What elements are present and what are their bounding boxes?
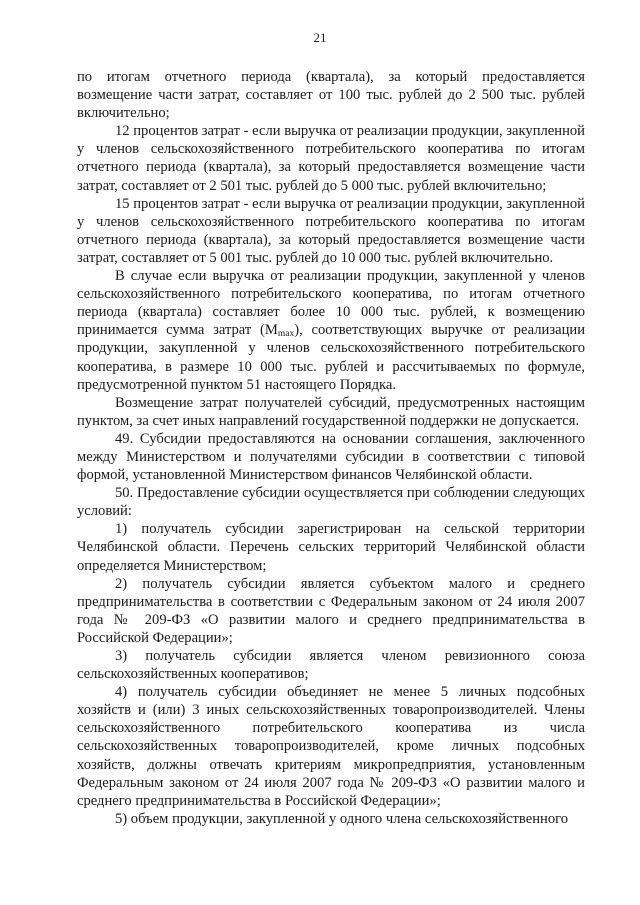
paragraph-revenue-over-limit-part2: ), соответствующих выручке от реализации продукции, закупленной у членов сельскохозяйственного потребительского кооператива, в размере 10 000 тыс. рублей и рассчитываемых по формуле, предусмотренной пунктом 51 настоящего Порядка. xyxy=(77,322,585,393)
paragraph-no-double-support: Возмещение затрат получателей субсидий, предусмотренных настоящим пунктом, за счет иных направлений государственной поддержки не допускается. xyxy=(77,394,585,429)
page-number: 21 xyxy=(313,30,327,45)
paragraph-15-percent: 15 процентов затрат - если выручка от реализации продукции, закупленной у членов сельскохозяйственного потребительского кооператива по итогам отчетного периода (квартала), за который предоставляется возмещение части затрат, составляет от 5 001 тыс. рублей до 10 000 тыс. рублей включительно. xyxy=(77,195,585,266)
condition-3: 3) получатель субсидии является членом ревизионного союза сельскохозяйственных кооперативов; xyxy=(77,648,585,683)
max-subscript: max xyxy=(277,329,295,340)
paragraph-revenue-over-limit-part1: В случае если выручка от реализации продукции, закупленной у членов сельскохозяйственного потребительского кооператива, по итогам отчетного периода (квартала) составляет более 10 000 тыс. рублей, к возмещению принимается сумма затрат (M xyxy=(77,268,585,339)
condition-2: 2) получатель субсидии является субъектом малого и среднего предпринимательства в соответствии с Федеральным законом от 24 июля 2007 года № 209-ФЗ «О развитии малого и среднего предпринимательства в Российской Федерации»; xyxy=(77,575,585,646)
paragraph-continuation: по итогам отчетного периода (квартала), за который предоставляется возмещение части затрат, составляет от 100 тыс. рублей до 2 500 тыс. рублей включительно; xyxy=(77,69,585,122)
paragraph-revenue-over-limit xyxy=(77,267,585,394)
document-body xyxy=(77,68,585,828)
condition-4: 4) получатель субсидии объединяет не менее 5 личных подсобных хозяйств и (или) 3 иных сельскохозяйственных товаропроизводителей. Члены сельскохозяйственного потребительского кооператива из числа сельскохозяйственных товаропроизводителей, кроме личных подсобных хозяйств, должны отвечать критериям микропредприятия, установленным Федеральным законом от 24 июля 2007 года № 209-ФЗ «О развитии малого и среднего предпринимательства в Российской Федерации»; xyxy=(77,684,585,809)
paragraph-49: 49. Субсидии предоставляются на основании соглашения, заключенного между Министерством и получателями субсидии в соответствии с типовой формой, установленной Министерством финансов Челябинской области. xyxy=(77,430,585,484)
paragraph-12-percent: 12 процентов затрат - если выручка от реализации продукции, закупленной у членов сельскохозяйственного потребительского кооператива по итогам отчетного периода (квартала), за который предоставляется возмещение части затрат, составляет от 2 501 тыс. рублей до 5 000 тыс. рублей включительно; xyxy=(77,123,585,194)
condition-5: 5) объем продукции, закупленной у одного члена сельскохозяйственного xyxy=(115,810,569,827)
condition-1: 1) получатель субсидии зарегистрирован на сельской территории Челябинской области. Перечень сельских территорий Челябинской области определяется Министерством; xyxy=(77,521,585,574)
paragraph-50: 50. Предоставление субсидии осуществляется при соблюдении следующих условий: xyxy=(77,485,585,520)
